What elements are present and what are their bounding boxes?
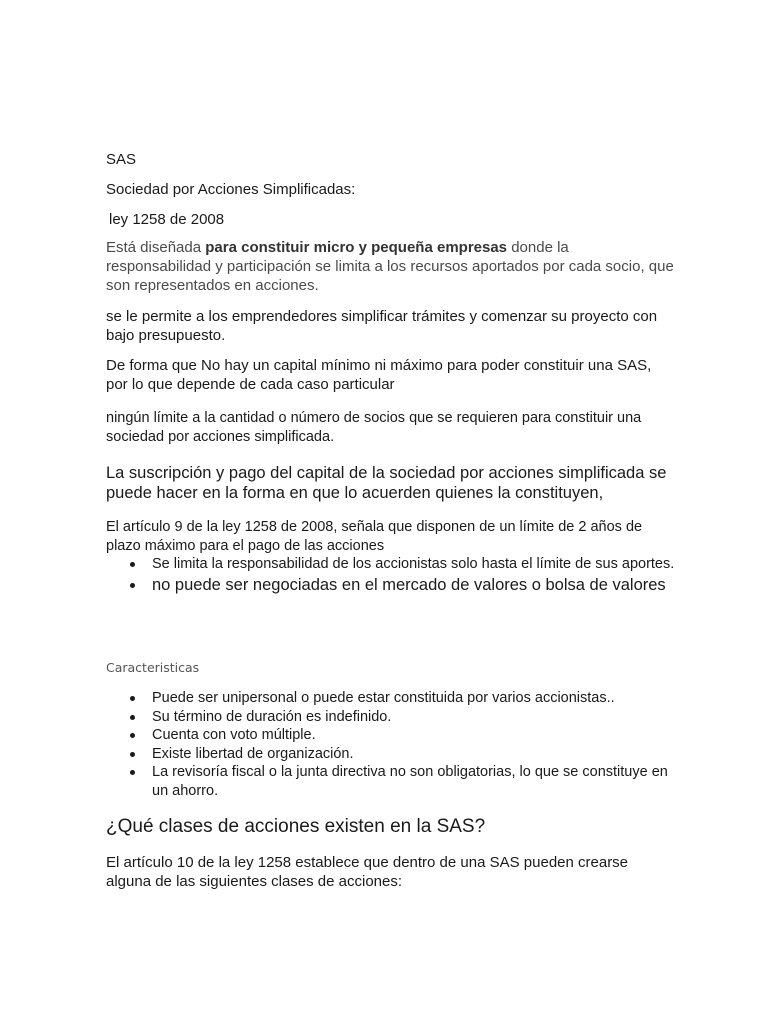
paragraph-article-9: El artículo 9 de la ley 1258 de 2008, señala que disponen de un límite de 2 años de plazo máximo para el pago de las acciones	[106, 519, 643, 554]
bullet-icon	[130, 715, 135, 720]
bullet-icon	[130, 733, 135, 738]
bullet-icon	[130, 562, 135, 567]
list-item: Su término de duración es indefinido.	[106, 708, 676, 727]
list-item: La revisoría fiscal o la junta directiva no son obligatorias, lo que se constituye en un ahorro.	[106, 763, 676, 800]
paragraph-article-10: El artículo 10 de la ley 1258 establece que dentro de una SAS pueden crearse alguna de las siguientes clases de acciones:	[106, 854, 629, 890]
paragraph-entrepreneurs: se le permite a los emprendedores simplificar trámites y comenzar su proyecto con bajo presupuesto.	[106, 308, 658, 344]
doc-title: SAS	[106, 151, 137, 168]
bullet-icon	[130, 583, 135, 588]
paragraph-designed	[106, 238, 676, 295]
bullet-list-features	[106, 689, 676, 800]
law-reference: ley 1258 de 2008	[109, 211, 225, 228]
list-item: Existe libertad de organización.	[106, 745, 676, 764]
section-label-caracteristicas: Caracteristicas	[106, 660, 200, 675]
list-item: Puede ser unipersonal o puede estar constituida por varios accionistas..	[106, 689, 676, 708]
list-item: Se limita la responsabilidad de los accionistas solo hasta el límite de sus aportes.	[106, 555, 676, 574]
list-item: Cuenta con voto múltiple.	[106, 726, 676, 745]
list-item: no puede ser negociadas en el mercado de valores o bolsa de valores	[106, 575, 676, 595]
bullet-list-limits	[106, 555, 676, 595]
paragraph-designed-start: Está diseñada	[106, 239, 206, 256]
paragraph-subscription: La suscripción y pago del capital de la sociedad por acciones simplificada se puede hacer en la forma en que lo acuerden quienes la constituyen,	[106, 464, 667, 502]
paragraph-designed-end: donde la responsabilidad y participación se limita a los recursos aportados por cada socio, que son representados en acciones.	[106, 239, 674, 294]
bullet-icon	[130, 696, 135, 701]
bullet-icon	[130, 752, 135, 757]
paragraph-designed-bold: para constituir micro y pequeña empresas	[205, 239, 508, 256]
paragraph-capital: De forma que No hay un capital mínimo ni máximo para poder constituir una SAS, por lo que depende de cada caso particular	[106, 357, 652, 393]
section-heading-classes: ¿Qué clases de acciones existen en la SAS?	[106, 816, 486, 837]
paragraph-partners: ningún límite a la cantidad o número de socios que se requieren para constituir una sociedad por acciones simplificada.	[106, 410, 642, 445]
doc-subtitle: Sociedad por Acciones Simplificadas:	[106, 181, 356, 198]
bullet-icon	[130, 770, 135, 775]
